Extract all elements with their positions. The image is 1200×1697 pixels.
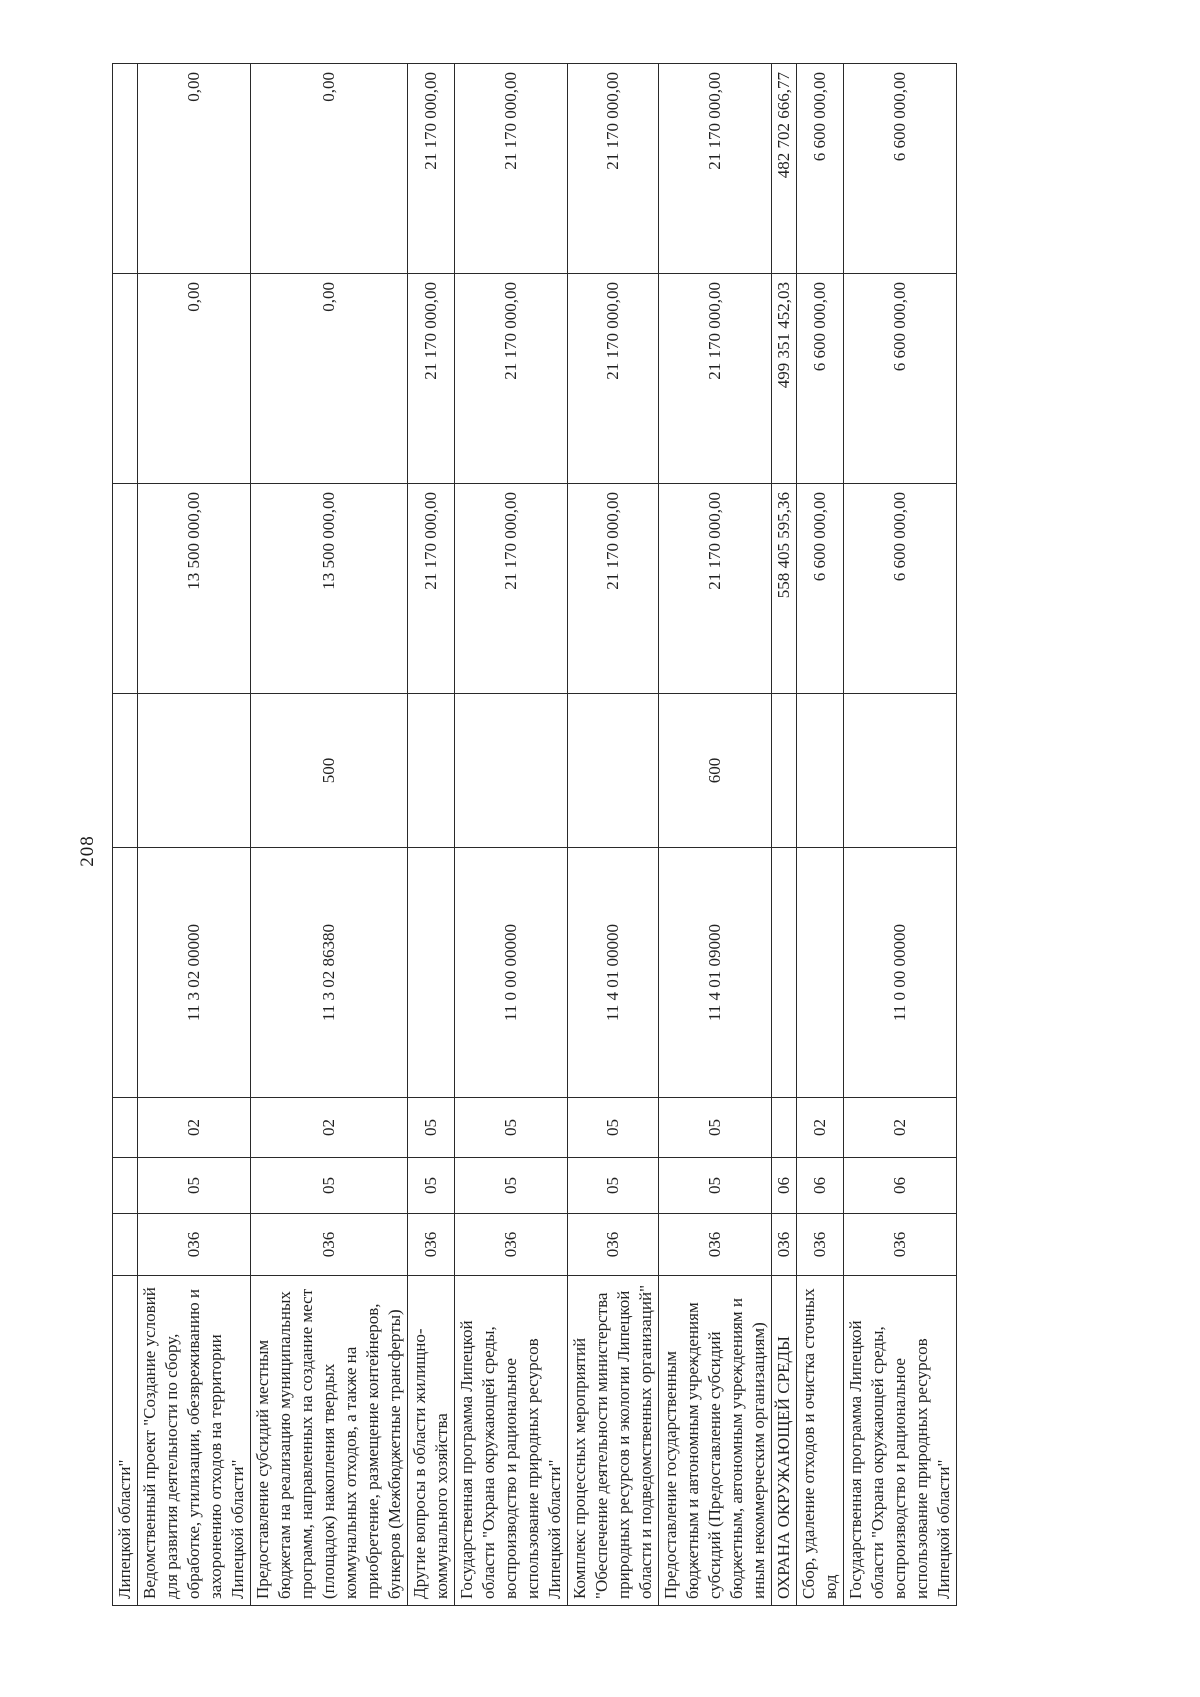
amount-year2-cell: 6 600 000,00	[844, 274, 957, 484]
target-article-cell: 11 3 02 00000	[138, 848, 251, 1098]
amount-year2-cell: 0,00	[251, 274, 408, 484]
admin-code-cell: 036	[772, 1214, 797, 1276]
target-article-cell	[797, 848, 844, 1098]
row-name-cell: Комплекс процессных мероприятий "Обеспечение деятельности министерства природных ресурсов и экологии Липецкой области и подведомственных организаций"	[568, 1276, 659, 1606]
expense-type-cell	[568, 694, 659, 848]
amount-year3-cell: 21 170 000,00	[659, 64, 772, 274]
row-name-cell: Ведомственный проект "Создание условий для развития деятельности по сбору, обработке, утилизации, обезвреживанию и захоронению отходов на территории Липецкой области"	[138, 1276, 251, 1606]
admin-code-cell: 036	[844, 1214, 957, 1276]
table-row	[797, 64, 844, 1606]
amount-year2-cell	[113, 274, 138, 484]
amount-year3-cell: 21 170 000,00	[455, 64, 568, 274]
expense-type-cell	[138, 694, 251, 848]
amount-year3-cell: 21 170 000,00	[568, 64, 659, 274]
section-cell: 06	[772, 1158, 797, 1214]
amount-year1-cell: 21 170 000,00	[568, 484, 659, 694]
expense-type-cell	[408, 694, 455, 848]
amount-year1-cell: 21 170 000,00	[455, 484, 568, 694]
target-article-cell: 11 4 01 00000	[568, 848, 659, 1098]
subsection-cell	[772, 1098, 797, 1158]
target-article-cell: 11 3 02 86380	[251, 848, 408, 1098]
amount-year1-cell: 6 600 000,00	[844, 484, 957, 694]
amount-year3-cell: 482 702 666,77	[772, 64, 797, 274]
section-cell: 05	[659, 1158, 772, 1214]
subsection-cell: 02	[138, 1098, 251, 1158]
subsection-cell: 05	[408, 1098, 455, 1158]
table-row	[659, 64, 772, 1606]
row-name-cell: Другие вопросы в области жилищно-коммунального хозяйства	[408, 1276, 455, 1606]
target-article-cell	[113, 848, 138, 1098]
amount-year3-cell: 6 600 000,00	[797, 64, 844, 274]
expense-type-cell	[772, 694, 797, 848]
subsection-cell: 05	[455, 1098, 568, 1158]
expense-type-cell	[844, 694, 957, 848]
amount-year1-cell: 558 405 595,36	[772, 484, 797, 694]
amount-year1-cell: 21 170 000,00	[408, 484, 455, 694]
subsection-cell: 05	[659, 1098, 772, 1158]
amount-year2-cell: 6 600 000,00	[797, 274, 844, 484]
amount-year2-cell: 21 170 000,00	[659, 274, 772, 484]
target-article-cell	[772, 848, 797, 1098]
expense-type-cell	[113, 694, 138, 848]
section-cell: 05	[408, 1158, 455, 1214]
table-row	[113, 64, 138, 1606]
admin-code-cell: 036	[251, 1214, 408, 1276]
table-row	[455, 64, 568, 1606]
target-article-cell: 11 0 00 00000	[844, 848, 957, 1098]
subsection-cell: 05	[568, 1098, 659, 1158]
expense-type-cell	[797, 694, 844, 848]
target-article-cell: 11 0 00 00000	[455, 848, 568, 1098]
amount-year3-cell: 21 170 000,00	[408, 64, 455, 274]
expense-type-cell: 600	[659, 694, 772, 848]
table-row	[844, 64, 957, 1606]
subsection-cell: 02	[251, 1098, 408, 1158]
row-name-cell: Государственная программа Липецкой области "Охрана окружающей среды, воспроизводство и рациональное использование природных ресурсов Липецкой области"	[455, 1276, 568, 1606]
amount-year1-cell: 13 500 000,00	[251, 484, 408, 694]
amount-year1-cell: 6 600 000,00	[797, 484, 844, 694]
budget-table	[112, 63, 957, 1606]
section-cell: 05	[568, 1158, 659, 1214]
row-name-cell: Государственная программа Липецкой области "Охрана окружающей среды, воспроизводство и рациональное использование природных ресурсов Липецкой области"	[844, 1276, 957, 1606]
section-cell: 05	[455, 1158, 568, 1214]
section-cell	[113, 1158, 138, 1214]
amount-year2-cell: 21 170 000,00	[455, 274, 568, 484]
admin-code-cell: 036	[659, 1214, 772, 1276]
amount-year2-cell: 499 351 452,03	[772, 274, 797, 484]
table-row	[568, 64, 659, 1606]
row-name-cell: Предоставление субсидий местным бюджетам на реализацию муниципальных программ, направленных на создание мест (площадок) накопления твердых коммунальных отходов, а также на приобретение, размещение контейнеров, бункеров (Межбюджетные трансферты)	[251, 1276, 408, 1606]
target-article-cell: 11 4 01 09000	[659, 848, 772, 1098]
section-cell: 05	[251, 1158, 408, 1214]
section-cell: 06	[844, 1158, 957, 1214]
table-row	[408, 64, 455, 1606]
admin-code-cell: 036	[568, 1214, 659, 1276]
section-cell: 06	[797, 1158, 844, 1214]
table-row	[138, 64, 251, 1606]
amount-year1-cell: 13 500 000,00	[138, 484, 251, 694]
row-name-cell: Предоставление государственным бюджетным и автономным учреждениям субсидий (Предоставление субсидий бюджетным, автономным учреждениям и иным некоммерческим организациям)	[659, 1276, 772, 1606]
admin-code-cell	[113, 1214, 138, 1276]
amount-year3-cell: 0,00	[251, 64, 408, 274]
subsection-cell: 02	[797, 1098, 844, 1158]
amount-year2-cell: 21 170 000,00	[568, 274, 659, 484]
amount-year3-cell: 0,00	[138, 64, 251, 274]
amount-year3-cell	[113, 64, 138, 274]
amount-year1-cell	[113, 484, 138, 694]
expense-type-cell: 500	[251, 694, 408, 848]
budget-sheet	[112, 64, 1066, 1606]
target-article-cell	[408, 848, 455, 1098]
section-cell: 05	[138, 1158, 251, 1214]
amount-year2-cell: 0,00	[138, 274, 251, 484]
table-body	[113, 64, 957, 1606]
expense-type-cell	[455, 694, 568, 848]
subsection-cell: 02	[844, 1098, 957, 1158]
row-name-cell: ОХРАНА ОКРУЖАЮЩЕЙ СРЕДЫ	[772, 1276, 797, 1606]
admin-code-cell: 036	[797, 1214, 844, 1276]
amount-year2-cell: 21 170 000,00	[408, 274, 455, 484]
subsection-cell	[113, 1098, 138, 1158]
amount-year1-cell: 21 170 000,00	[659, 484, 772, 694]
row-name-cell: Сбор, удаление отходов и очистка сточных вод	[797, 1276, 844, 1606]
table-row	[251, 64, 408, 1606]
table-row	[772, 64, 797, 1606]
admin-code-cell: 036	[408, 1214, 455, 1276]
page-number: 208	[76, 835, 98, 867]
amount-year3-cell: 6 600 000,00	[844, 64, 957, 274]
row-name-cell: Липецкой области"	[113, 1276, 138, 1606]
admin-code-cell: 036	[455, 1214, 568, 1276]
admin-code-cell: 036	[138, 1214, 251, 1276]
